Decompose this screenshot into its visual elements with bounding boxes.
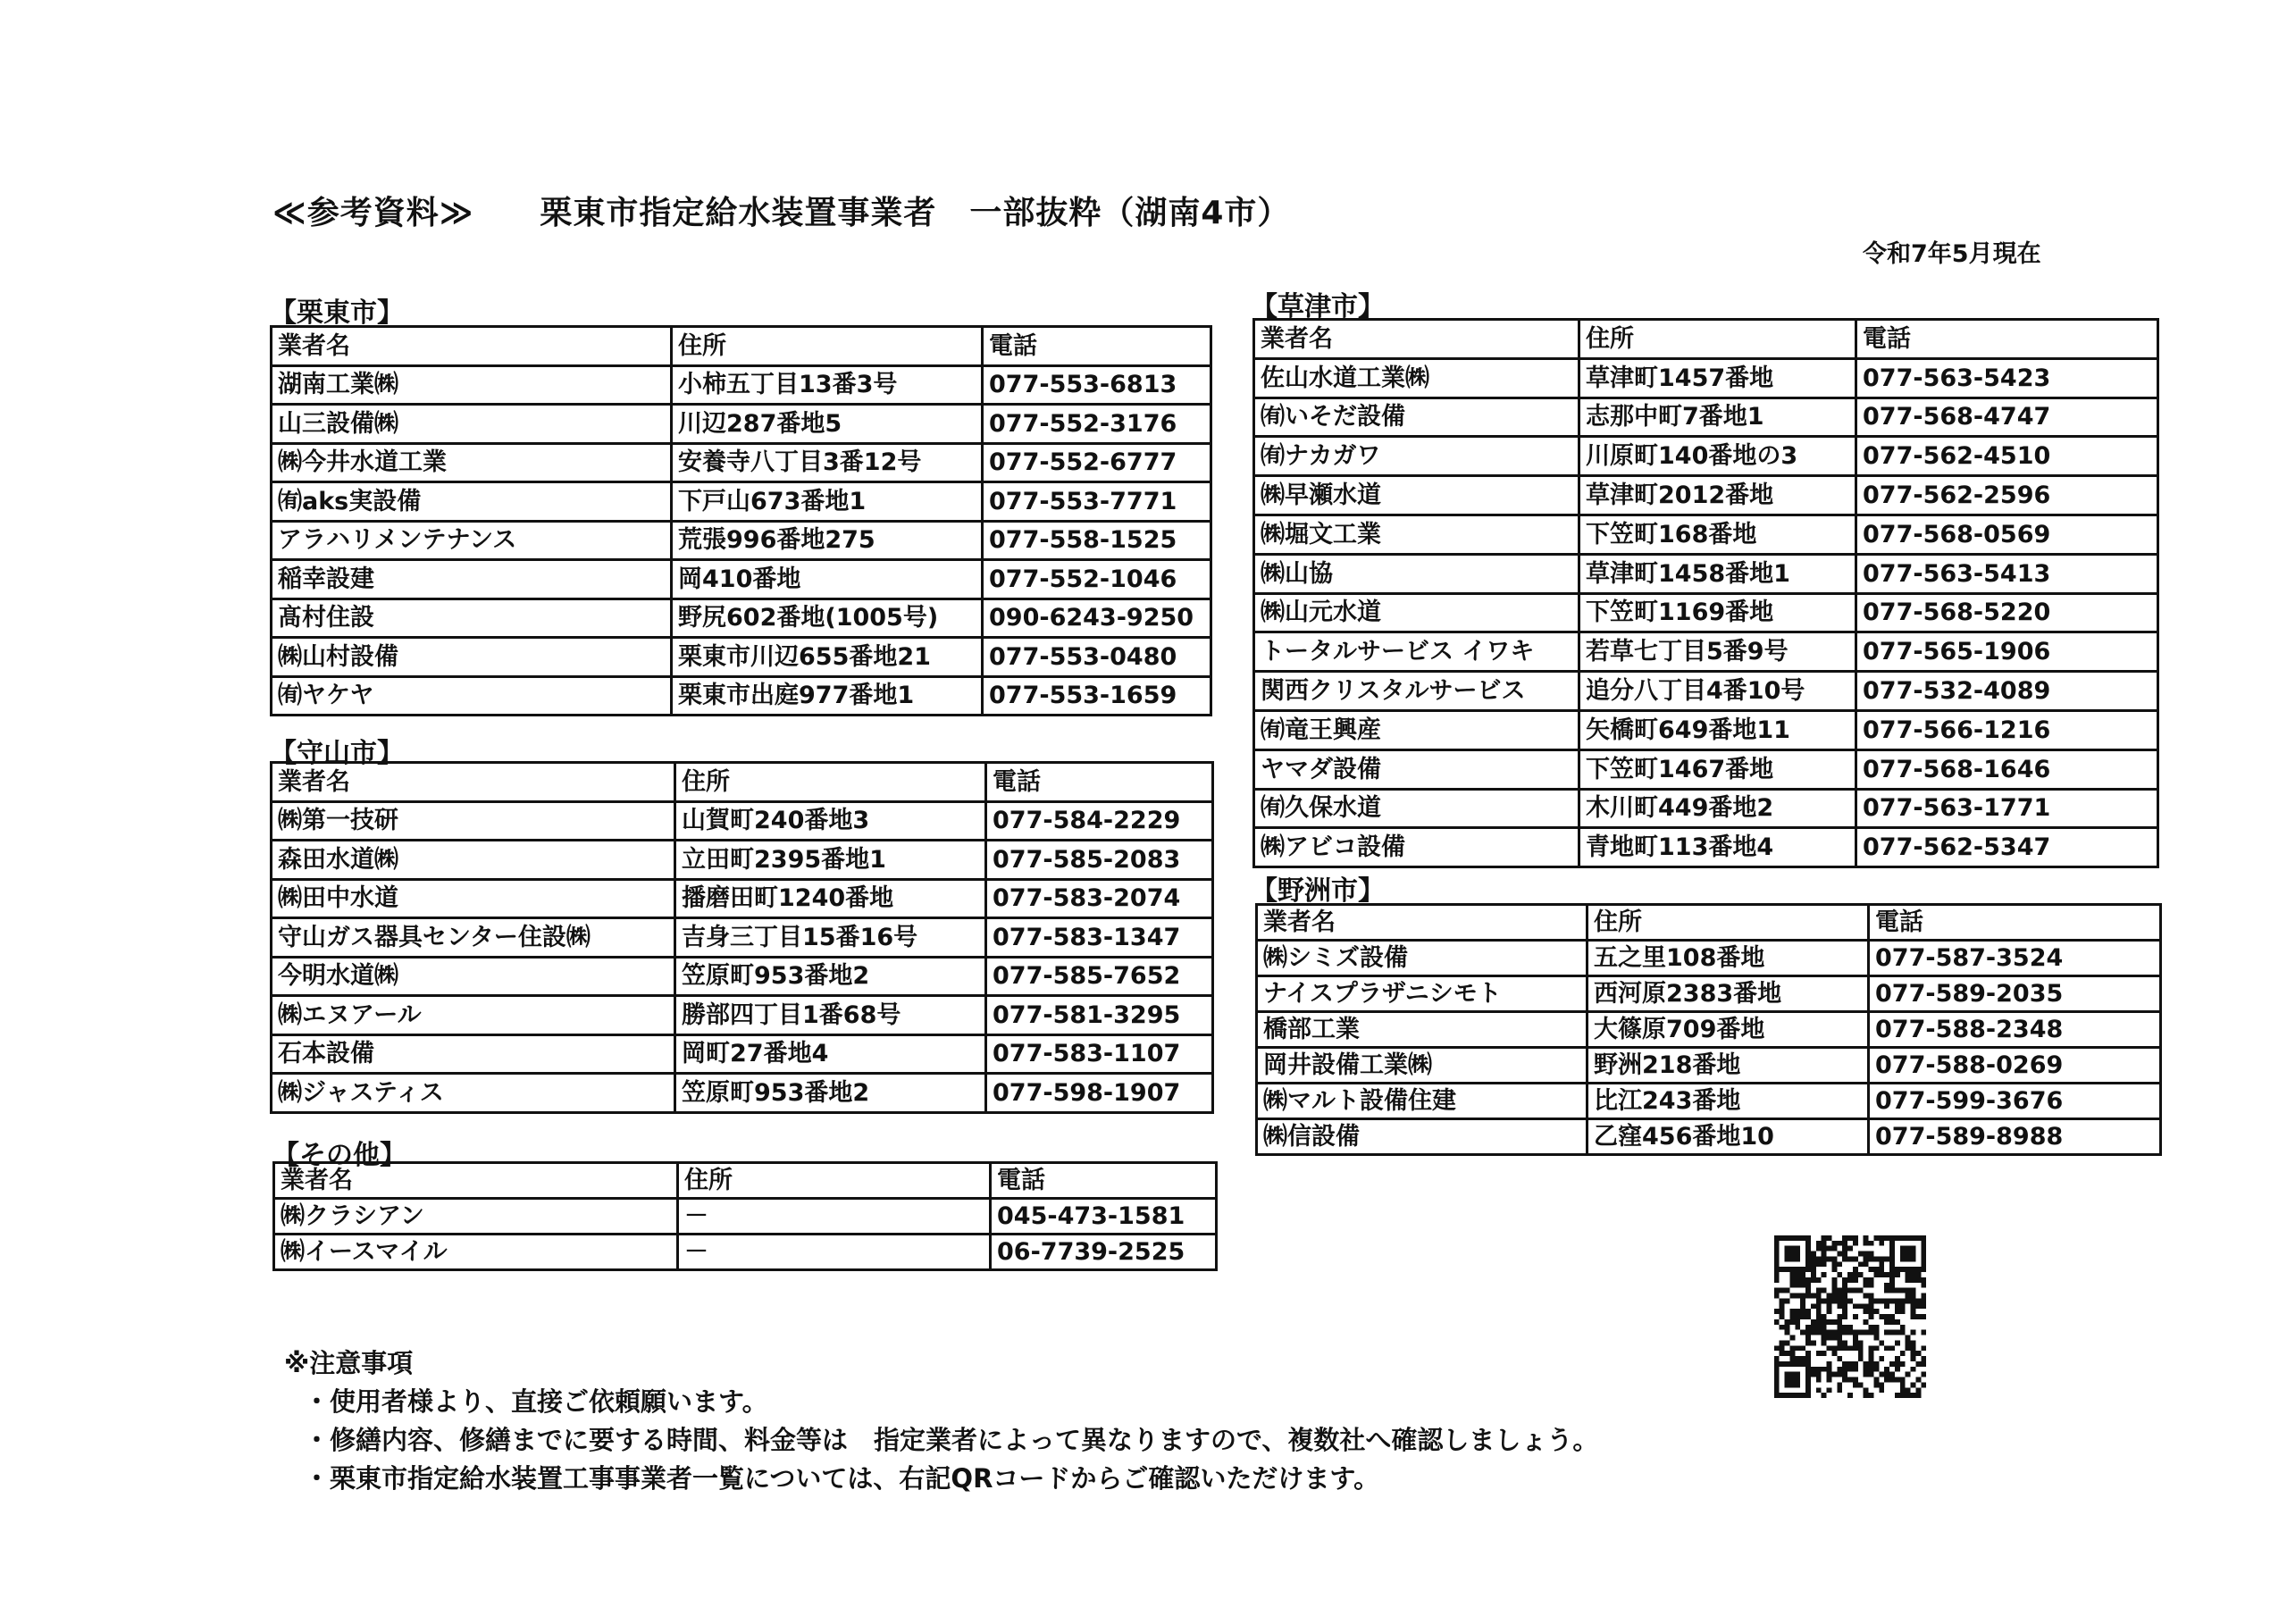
table-row bbox=[272, 1034, 1213, 1074]
table-row bbox=[1254, 554, 2158, 593]
column-header-address: 住所 bbox=[1587, 905, 1869, 941]
vendor-address: 青地町113番地4 bbox=[1579, 828, 1856, 867]
table-row bbox=[272, 599, 1211, 638]
vendor-phone: 077-588-0269 bbox=[1869, 1048, 2161, 1084]
vendor-phone: 077-563-5413 bbox=[1856, 554, 2158, 593]
vendor-address: 草津町1457番地 bbox=[1579, 358, 1856, 398]
vendor-name: 湖南工業㈱ bbox=[272, 365, 672, 405]
table-row bbox=[1257, 1048, 2161, 1084]
column-header-address: 住所 bbox=[672, 327, 983, 366]
vendor-name: ㈱イースマイル bbox=[274, 1235, 678, 1270]
vendor-phone: 077-584-2229 bbox=[986, 801, 1213, 841]
table-row bbox=[272, 918, 1213, 958]
vendor-name: ㈱マルト設備住建 bbox=[1257, 1084, 1587, 1119]
table-row bbox=[272, 841, 1213, 880]
column-header-name: 業者名 bbox=[1257, 905, 1587, 941]
vendor-address: 川原町140番地の3 bbox=[1579, 437, 1856, 476]
vendor-phone: 090-6243-9250 bbox=[983, 599, 1211, 638]
vendor-name: ヤマダ設備 bbox=[1254, 749, 1579, 789]
vendor-phone: 077-568-0569 bbox=[1856, 515, 2158, 554]
qr-code-icon[interactable] bbox=[1773, 1235, 1927, 1398]
column-header-name: 業者名 bbox=[1254, 320, 1579, 359]
vendor-address: 栗東市出庭977番地1 bbox=[672, 676, 983, 716]
vendor-address: 野尻602番地(1005号) bbox=[672, 599, 983, 638]
vendor-address: 笠原町953番地2 bbox=[675, 957, 986, 996]
vendor-address: 五之里108番地 bbox=[1587, 941, 1869, 976]
table-row bbox=[1254, 632, 2158, 672]
vendor-name: ㈱早瀬水道 bbox=[1254, 476, 1579, 515]
vendor-name: 橋部工業 bbox=[1257, 1012, 1587, 1048]
table-header-row bbox=[1254, 320, 2158, 359]
vendor-phone: 077-552-3176 bbox=[983, 405, 1211, 444]
vendor-name: ㈱田中水道 bbox=[272, 879, 675, 918]
vendor-table-kusatsu bbox=[1252, 318, 2159, 868]
vendor-name: ㈱山村設備 bbox=[272, 638, 672, 677]
vendor-address: 安養寺八丁目3番12号 bbox=[672, 443, 983, 482]
vendor-phone: 077-563-5423 bbox=[1856, 358, 2158, 398]
table-row bbox=[272, 443, 1211, 482]
vendor-address: 下笠町1169番地 bbox=[1579, 593, 1856, 632]
vendor-name: 今明水道㈱ bbox=[272, 957, 675, 996]
vendor-name: 山三設備㈱ bbox=[272, 405, 672, 444]
vendor-phone: 077-568-4747 bbox=[1856, 398, 2158, 437]
vendor-phone: 045-473-1581 bbox=[991, 1199, 1217, 1235]
vendor-address: 矢橋町649番地11 bbox=[1579, 710, 1856, 749]
vendor-phone: 06-7739-2525 bbox=[991, 1235, 1217, 1270]
table-header-row bbox=[274, 1163, 1217, 1199]
table-row bbox=[1254, 515, 2158, 554]
vendor-address: － bbox=[678, 1235, 991, 1270]
section-title-kusatsu: 【草津市】 bbox=[1251, 291, 1385, 322]
column-header-phone: 電話 bbox=[986, 763, 1213, 802]
vendor-address: 立田町2395番地1 bbox=[675, 841, 986, 880]
vendor-name: アラハリメンテナンス bbox=[272, 521, 672, 560]
vendor-address: 志那中町7番地1 bbox=[1579, 398, 1856, 437]
vendor-name: ㈲ヤケヤ bbox=[272, 676, 672, 716]
table-row bbox=[1254, 749, 2158, 789]
vendor-address: 荒張996番地275 bbox=[672, 521, 983, 560]
vendor-address: 下笠町168番地 bbox=[1579, 515, 1856, 554]
table-row bbox=[272, 801, 1213, 841]
vendor-address: 笠原町953番地2 bbox=[675, 1074, 986, 1113]
table-row bbox=[272, 676, 1211, 716]
vendor-address: 勝部四丁目1番68号 bbox=[675, 996, 986, 1035]
vendor-phone: 077-553-7771 bbox=[983, 482, 1211, 522]
vendor-address: 栗東市川辺655番地21 bbox=[672, 638, 983, 677]
vendor-name: ㈲久保水道 bbox=[1254, 789, 1579, 828]
section-title-moriyama: 【守山市】 bbox=[270, 738, 404, 769]
vendor-address: 岡410番地 bbox=[672, 560, 983, 599]
vendor-phone: 077-583-2074 bbox=[986, 879, 1213, 918]
as-of-date: 令和7年5月現在 bbox=[1863, 240, 2041, 268]
vendor-address: 追分八丁目4番10号 bbox=[1579, 672, 1856, 711]
vendor-name: ㈲竜王興産 bbox=[1254, 710, 1579, 749]
vendor-name: ナイスプラザニシモト bbox=[1257, 976, 1587, 1012]
table-header-row bbox=[272, 327, 1211, 366]
vendor-phone: 077-562-2596 bbox=[1856, 476, 2158, 515]
vendor-phone: 077-553-1659 bbox=[983, 676, 1211, 716]
vendor-phone: 077-599-3676 bbox=[1869, 1084, 2161, 1119]
vendor-name: ㈱アビコ設備 bbox=[1254, 828, 1579, 867]
vendor-address: 比江243番地 bbox=[1587, 1084, 1869, 1119]
vendor-name: ㈱今井水道工業 bbox=[272, 443, 672, 482]
vendor-phone: 077-583-1347 bbox=[986, 918, 1213, 958]
vendor-name: ㈱ジャスティス bbox=[272, 1074, 675, 1113]
table-row bbox=[1254, 593, 2158, 632]
table-row bbox=[272, 365, 1211, 405]
vendor-table-other bbox=[272, 1161, 1218, 1271]
table-row bbox=[1254, 398, 2158, 437]
vendor-name: 佐山水道工業㈱ bbox=[1254, 358, 1579, 398]
vendor-address: 西河原2383番地 bbox=[1587, 976, 1869, 1012]
vendor-name: 石本設備 bbox=[272, 1034, 675, 1074]
vendor-name: 岡井設備工業㈱ bbox=[1257, 1048, 1587, 1084]
vendor-phone: 077-553-0480 bbox=[983, 638, 1211, 677]
vendor-phone: 077-532-4089 bbox=[1856, 672, 2158, 711]
table-row bbox=[274, 1199, 1217, 1235]
vendor-address: 播磨田町1240番地 bbox=[675, 879, 986, 918]
table-row bbox=[272, 957, 1213, 996]
vendor-name: トータルサービス イワキ bbox=[1254, 632, 1579, 672]
vendor-phone: 077-552-1046 bbox=[983, 560, 1211, 599]
column-header-phone: 電話 bbox=[983, 327, 1211, 366]
note-item: ・修繕内容、修繕までに要する時間、料金等は 指定業者によって異なりますので、複数社へ確認しましょう。 bbox=[304, 1425, 1599, 1455]
vendor-address: 草津町2012番地 bbox=[1579, 476, 1856, 515]
vendor-name: ㈲ナカガワ bbox=[1254, 437, 1579, 476]
table-row bbox=[1254, 672, 2158, 711]
table-row bbox=[1257, 1012, 2161, 1048]
vendor-phone: 077-589-2035 bbox=[1869, 976, 2161, 1012]
column-header-phone: 電話 bbox=[1856, 320, 2158, 359]
vendor-address: － bbox=[678, 1199, 991, 1235]
note-item: ・使用者様より、直接ご依頼願います。 bbox=[304, 1386, 768, 1417]
vendor-name: 関西クリスタルサービス bbox=[1254, 672, 1579, 711]
vendor-table-ritto bbox=[270, 325, 1212, 716]
vendor-name: ㈱エヌアール bbox=[272, 996, 675, 1035]
column-header-phone: 電話 bbox=[991, 1163, 1217, 1199]
column-header-name: 業者名 bbox=[272, 327, 672, 366]
vendor-name: 森田水道㈱ bbox=[272, 841, 675, 880]
vendor-name: 稲幸設建 bbox=[272, 560, 672, 599]
table-row bbox=[272, 879, 1213, 918]
table-row bbox=[272, 405, 1211, 444]
table-row bbox=[272, 1074, 1213, 1113]
vendor-phone: 077-552-6777 bbox=[983, 443, 1211, 482]
table-row bbox=[1254, 828, 2158, 867]
vendor-phone: 077-558-1525 bbox=[983, 521, 1211, 560]
vendor-name: ㈱シミズ設備 bbox=[1257, 941, 1587, 976]
table-row bbox=[272, 996, 1213, 1035]
table-row bbox=[272, 482, 1211, 522]
table-row bbox=[1257, 1084, 2161, 1119]
vendor-address: 川辺287番地5 bbox=[672, 405, 983, 444]
vendor-phone: 077-585-2083 bbox=[986, 841, 1213, 880]
vendor-phone: 077-565-1906 bbox=[1856, 632, 2158, 672]
notes-heading: ※注意事項 bbox=[284, 1348, 414, 1378]
table-row bbox=[274, 1235, 1217, 1270]
table-header-row bbox=[272, 763, 1213, 802]
notes bbox=[284, 1344, 1598, 1498]
table-row bbox=[1257, 941, 2161, 976]
column-header-name: 業者名 bbox=[272, 763, 675, 802]
section-title-ritto: 【栗東市】 bbox=[270, 297, 404, 329]
vendor-phone: 077-588-2348 bbox=[1869, 1012, 2161, 1048]
vendor-phone: 077-562-4510 bbox=[1856, 437, 2158, 476]
table-row bbox=[1257, 1119, 2161, 1155]
table-row bbox=[1257, 976, 2161, 1012]
page-title: ≪参考資料≫ 栗東市指定給水装置事業者 一部抜粋（湖南4市） bbox=[272, 195, 1291, 231]
vendor-phone: 077-553-6813 bbox=[983, 365, 1211, 405]
section-title-other: 【その他】 bbox=[272, 1140, 406, 1171]
vendor-address: 木川町449番地2 bbox=[1579, 789, 1856, 828]
vendor-name: ㈱堀文工業 bbox=[1254, 515, 1579, 554]
vendor-name: ㈱信設備 bbox=[1257, 1119, 1587, 1155]
vendor-name: ㈱山協 bbox=[1254, 554, 1579, 593]
vendor-phone: 077-581-3295 bbox=[986, 996, 1213, 1035]
vendor-phone: 077-585-7652 bbox=[986, 957, 1213, 996]
table-row bbox=[272, 638, 1211, 677]
column-header-address: 住所 bbox=[675, 763, 986, 802]
column-header-name: 業者名 bbox=[274, 1163, 678, 1199]
vendor-table-yasu bbox=[1255, 903, 2162, 1156]
section-title-yasu: 【野洲市】 bbox=[1251, 875, 1385, 907]
vendor-address: 小柿五丁目13番3号 bbox=[672, 365, 983, 405]
vendor-address: 山賀町240番地3 bbox=[675, 801, 986, 841]
vendor-address: 下笠町1467番地 bbox=[1579, 749, 1856, 789]
vendor-phone: 077-568-5220 bbox=[1856, 593, 2158, 632]
vendor-name: 守山ガス器具センター住設㈱ bbox=[272, 918, 675, 958]
table-row bbox=[1254, 476, 2158, 515]
vendor-phone: 077-589-8988 bbox=[1869, 1119, 2161, 1155]
vendor-phone: 077-566-1216 bbox=[1856, 710, 2158, 749]
vendor-name: ㈱クラシアン bbox=[274, 1199, 678, 1235]
vendor-address: 若草七丁目5番9号 bbox=[1579, 632, 1856, 672]
vendor-address: 下戸山673番地1 bbox=[672, 482, 983, 522]
vendor-address: 乙窪456番地10 bbox=[1587, 1119, 1869, 1155]
table-row bbox=[272, 521, 1211, 560]
vendor-address: 大篠原709番地 bbox=[1587, 1012, 1869, 1048]
vendor-name: 髙村住設 bbox=[272, 599, 672, 638]
note-item: ・栗東市指定給水装置工事事業者一覧については、右記QRコードからご確認いただけます。 bbox=[304, 1463, 1380, 1494]
column-header-address: 住所 bbox=[1579, 320, 1856, 359]
vendor-address: 草津町1458番地1 bbox=[1579, 554, 1856, 593]
vendor-phone: 077-598-1907 bbox=[986, 1074, 1213, 1113]
vendor-phone: 077-568-1646 bbox=[1856, 749, 2158, 789]
table-header-row bbox=[1257, 905, 2161, 941]
vendor-address: 野洲218番地 bbox=[1587, 1048, 1869, 1084]
column-header-address: 住所 bbox=[678, 1163, 991, 1199]
vendor-name: ㈱山元水道 bbox=[1254, 593, 1579, 632]
column-header-phone: 電話 bbox=[1869, 905, 2161, 941]
table-row bbox=[1254, 710, 2158, 749]
vendor-name: ㈲いそだ設備 bbox=[1254, 398, 1579, 437]
vendor-phone: 077-562-5347 bbox=[1856, 828, 2158, 867]
vendor-name: ㈲aks実設備 bbox=[272, 482, 672, 522]
table-row bbox=[272, 560, 1211, 599]
vendor-address: 岡町27番地4 bbox=[675, 1034, 986, 1074]
vendor-phone: 077-583-1107 bbox=[986, 1034, 1213, 1074]
vendor-phone: 077-563-1771 bbox=[1856, 789, 2158, 828]
table-row bbox=[1254, 358, 2158, 398]
vendor-table-moriyama bbox=[270, 761, 1214, 1114]
vendor-phone: 077-587-3524 bbox=[1869, 941, 2161, 976]
table-row bbox=[1254, 789, 2158, 828]
table-row bbox=[1254, 437, 2158, 476]
vendor-name: ㈱第一技研 bbox=[272, 801, 675, 841]
vendor-address: 吉身三丁目15番16号 bbox=[675, 918, 986, 958]
